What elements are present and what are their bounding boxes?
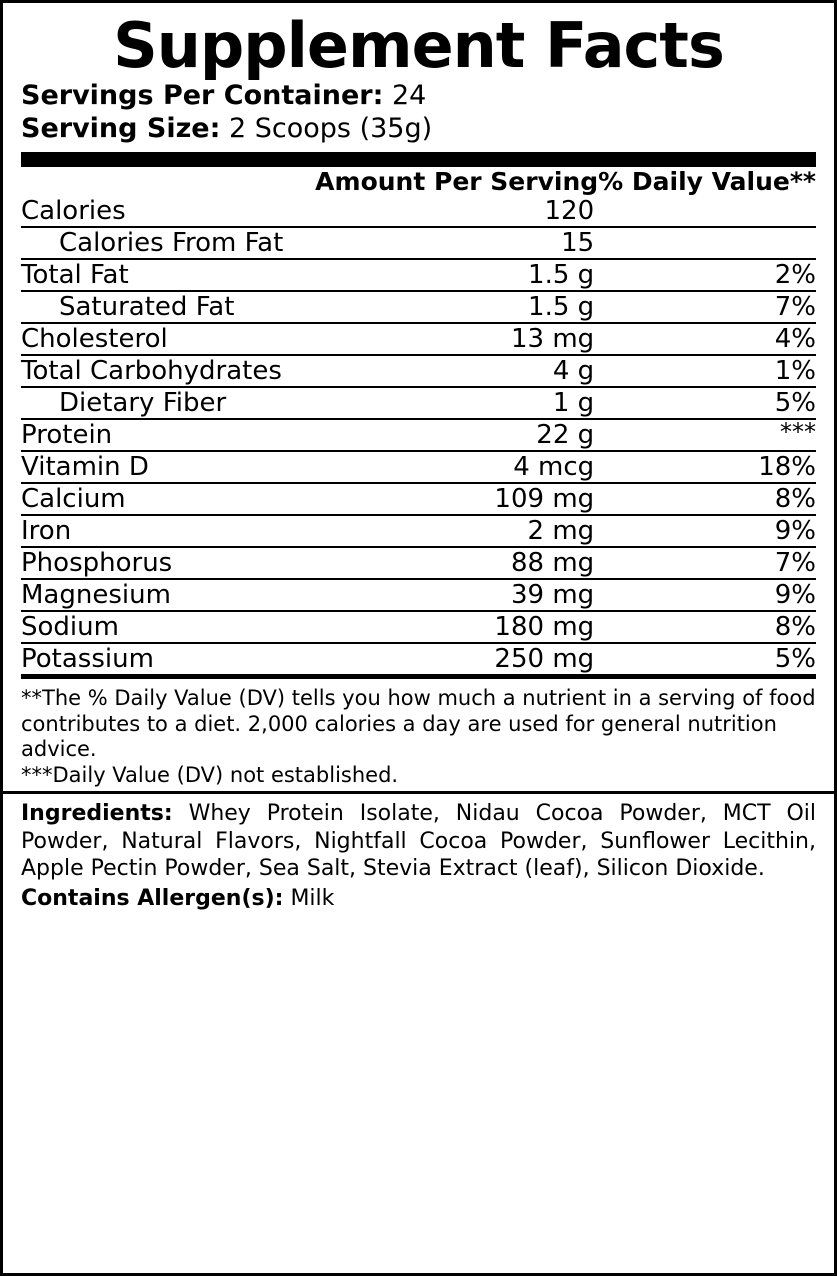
ingredients-line xyxy=(21,800,816,883)
nutrient-daily-value: 9% xyxy=(598,515,816,547)
serving-size-value: 2 Scoops (35g) xyxy=(229,113,433,145)
nutrient-amount: 1.5 g xyxy=(315,259,598,291)
servings-per-container xyxy=(21,80,816,113)
nutrient-daily-value: 18% xyxy=(598,451,816,483)
nutrient-amount: 1 g xyxy=(315,387,598,419)
table-header-row xyxy=(21,167,816,196)
serving-size-label: Serving Size: xyxy=(21,113,221,145)
footnote-daily-value: **The % Daily Value (DV) tells you how much a nutrient in a serving of food contributes to a diet. 2,000 calories a day are used for general nutrition advice. xyxy=(21,685,816,762)
column-header-blank xyxy=(21,167,315,196)
servings-per-container-label: Servings Per Container: xyxy=(21,80,384,112)
nutrient-name: Vitamin D xyxy=(21,451,315,483)
nutrient-amount: 13 mg xyxy=(315,323,598,355)
nutrient-daily-value: 5% xyxy=(598,643,816,674)
nutrient-daily-value xyxy=(598,227,816,259)
nutrient-amount: 2 mg xyxy=(315,515,598,547)
nutrition-table-body xyxy=(21,196,816,674)
column-header-amount: Amount Per Serving xyxy=(315,166,599,196)
nutrient-name: Magnesium xyxy=(21,579,315,611)
table-row xyxy=(21,451,816,483)
footnotes xyxy=(21,679,816,791)
nutrient-daily-value: 8% xyxy=(598,483,816,515)
nutrient-amount: 15 xyxy=(315,227,598,259)
nutrient-daily-value: *** xyxy=(598,419,816,451)
allergen-label: Contains Allergen(s): xyxy=(21,885,284,911)
table-row xyxy=(21,227,816,259)
nutrient-name: Saturated Fat xyxy=(21,291,315,323)
nutrient-name: Potassium xyxy=(21,643,315,674)
nutrient-name: Dietary Fiber xyxy=(21,387,315,419)
ingredients-section xyxy=(3,791,834,912)
nutrient-daily-value: 5% xyxy=(598,387,816,419)
nutrition-table xyxy=(21,167,816,674)
nutrient-amount: 4 mcg xyxy=(315,451,598,483)
table-row xyxy=(21,579,816,611)
nutrient-name: Calories From Fat xyxy=(21,227,315,259)
table-row xyxy=(21,291,816,323)
table-row xyxy=(21,323,816,355)
table-row xyxy=(21,419,816,451)
table-row xyxy=(21,355,816,387)
nutrient-amount: 88 mg xyxy=(315,547,598,579)
nutrient-amount: 4 g xyxy=(315,355,598,387)
table-row xyxy=(21,259,816,291)
nutrient-name: Calories xyxy=(21,195,126,226)
allergen-line xyxy=(21,885,816,913)
nutrient-name: Total Fat xyxy=(21,259,315,291)
nutrient-daily-value: 1% xyxy=(598,355,816,387)
serving-size xyxy=(21,113,816,146)
table-row xyxy=(21,515,816,547)
table-row xyxy=(21,643,816,674)
nutrient-daily-value xyxy=(598,196,816,227)
nutrient-daily-value: 7% xyxy=(598,547,816,579)
nutrient-name: Phosphorus xyxy=(21,547,315,579)
ingredients-text: Whey Protein Isolate, Nidau Cocoa Powder, MCT Oil Powder, Natural Flavors, Nightfall Cocoa Powder, Sunflower Lecithin, Apple Pectin Powder, Sea Salt, Stevia Extract (leaf), Silicon Dioxide. xyxy=(21,801,816,882)
table-row xyxy=(21,483,816,515)
page-title: Supplement Facts xyxy=(113,9,724,82)
nutrient-name: Iron xyxy=(21,515,315,547)
nutrient-daily-value: 4% xyxy=(598,323,816,355)
ingredients-label: Ingredients: xyxy=(21,801,173,827)
nutrient-amount: 250 mg xyxy=(315,643,598,674)
nutrient-name: Sodium xyxy=(21,611,315,643)
table-row xyxy=(21,196,816,227)
nutrient-daily-value: 7% xyxy=(598,291,816,323)
table-row xyxy=(21,611,816,643)
nutrient-daily-value: 9% xyxy=(598,579,816,611)
nutrient-amount: 22 g xyxy=(315,419,598,451)
nutrient-daily-value: 8% xyxy=(598,611,816,643)
table-row xyxy=(21,547,816,579)
nutrient-amount: 180 mg xyxy=(315,611,598,643)
servings-per-container-value: 24 xyxy=(391,80,427,112)
footnote-not-established: ***Daily Value (DV) not established. xyxy=(21,762,399,787)
facts-main xyxy=(3,3,834,791)
nutrient-name: Total Carbohydrates xyxy=(21,355,315,387)
nutrient-amount: 39 mg xyxy=(315,579,598,611)
nutrient-daily-value: 2% xyxy=(598,259,816,291)
nutrient-name: Protein xyxy=(21,419,315,451)
divider-thick-top xyxy=(21,152,816,167)
nutrient-name: Cholesterol xyxy=(21,323,315,355)
allergen-text: Milk xyxy=(290,885,335,911)
nutrient-amount: 1.5 g xyxy=(315,291,598,323)
nutrient-amount: 120 xyxy=(544,195,595,226)
table-row xyxy=(21,387,816,419)
nutrient-name: Calcium xyxy=(21,483,315,515)
nutrient-amount: 109 mg xyxy=(315,483,598,515)
column-header-daily-value: % Daily Value** xyxy=(598,166,816,196)
